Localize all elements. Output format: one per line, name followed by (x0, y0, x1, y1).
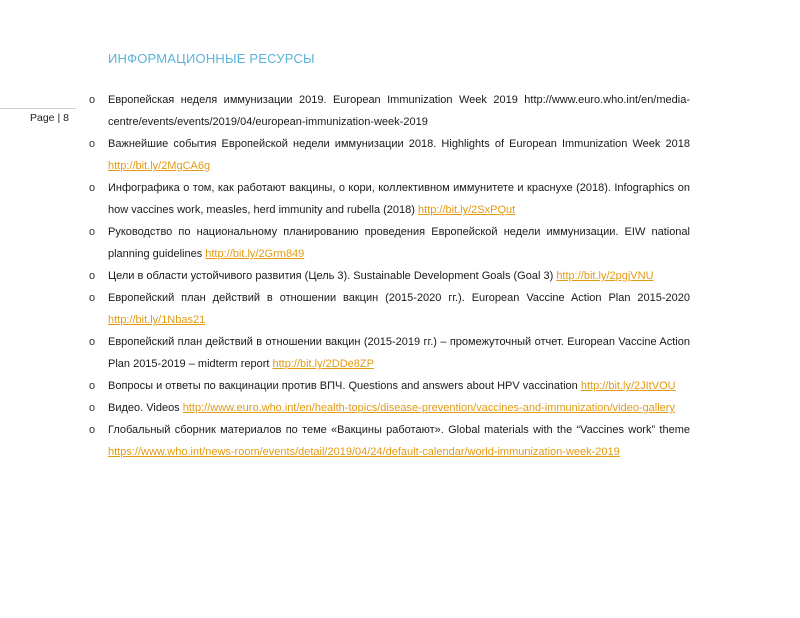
item-link[interactable]: http://bit.ly/2pgjVNU (556, 270, 654, 282)
item-text: Цели в области устойчивого развития (Цель 3). Sustainable Development Goals (Goal 3) (108, 270, 557, 282)
list-item (89, 265, 690, 287)
bullet-icon: o (89, 380, 96, 392)
item-text: Вопросы и ответы по вакцинации против ВПЧ. Questions and answers about HPV vaccination (108, 380, 581, 392)
section-heading: ИНФОРМАЦИОННЫЕ РЕСУРСЫ (108, 51, 315, 66)
bullet-icon: o (89, 336, 96, 348)
bullet-icon: o (89, 270, 96, 282)
item-text: Европейская неделя иммунизации 2019. European Immunization Week 2019 http://www.euro.who.int/en/media-centre/events/events/2019/04/european-immunization-week-2019 (108, 94, 690, 128)
bullet-icon: o (89, 94, 96, 106)
list-item (89, 419, 690, 463)
item-text: Европейский план действий в отношении вакцин (2015-2020 гг.). European Vaccine Action Plan 2015-2020 (108, 292, 690, 304)
item-link[interactable]: http://bit.ly/2Grm849 (205, 248, 305, 260)
list-item (89, 287, 690, 331)
bullet-icon: o (89, 402, 96, 414)
item-link[interactable]: http://bit.ly/1Nbas21 (108, 314, 206, 326)
item-text: Глобальный сборник материалов по теме «Вакцины работают». Global materials with the “Vaccines work” theme (108, 424, 690, 436)
list-item (89, 375, 690, 397)
item-text: Инфографика о том, как работают вакцины, о кори, коллективном иммунитете и краснухе (2018). Infographics on how vaccines work, measles, herd immunity and rubella (2018) (108, 182, 690, 216)
item-link[interactable]: http://bit.ly/2MgCA6g (108, 160, 211, 172)
item-text: Европейский план действий в отношении вакцин (2015-2019 гг.) – промежуточный отчет. European Vaccine Action Plan 2015-2019 – midterm report (108, 336, 690, 370)
item-link[interactable]: https://www.who.int/news-room/events/detail/2019/04/24/default-calendar/world-immunization-week-2019 (108, 446, 620, 458)
item-link[interactable]: http://bit.ly/2SxPQut (417, 204, 516, 216)
item-text: Руководство по национальному планированию проведения Европейской недели иммунизации. EIW national planning guidelines (108, 226, 690, 260)
item-link[interactable]: http://www.euro.who.int/en/health-topics/disease-prevention/vaccines-and-immunization/video-gallery (182, 402, 675, 414)
list-item (89, 397, 690, 419)
bullet-icon: o (89, 424, 96, 436)
list-item (89, 177, 690, 221)
item-text: Важнейшие события Европейской недели иммунизации 2018. Highlights of European Immunization Week 2018 (108, 138, 690, 150)
item-link[interactable]: http://bit.ly/2DDe8ZP (272, 358, 374, 370)
list-item (89, 331, 690, 375)
resource-list (89, 89, 690, 463)
page-number: Page | 8 (30, 112, 69, 124)
list-item (89, 221, 690, 265)
item-text: Видео. Videos (108, 402, 183, 414)
page-rule (0, 108, 76, 109)
item-link[interactable]: http://bit.ly/2JItVOU (580, 380, 676, 392)
bullet-icon: o (89, 292, 96, 304)
list-item (89, 133, 690, 177)
bullet-icon: o (89, 138, 96, 150)
bullet-icon: o (89, 226, 96, 238)
list-item (89, 89, 690, 133)
bullet-icon: o (89, 182, 96, 194)
